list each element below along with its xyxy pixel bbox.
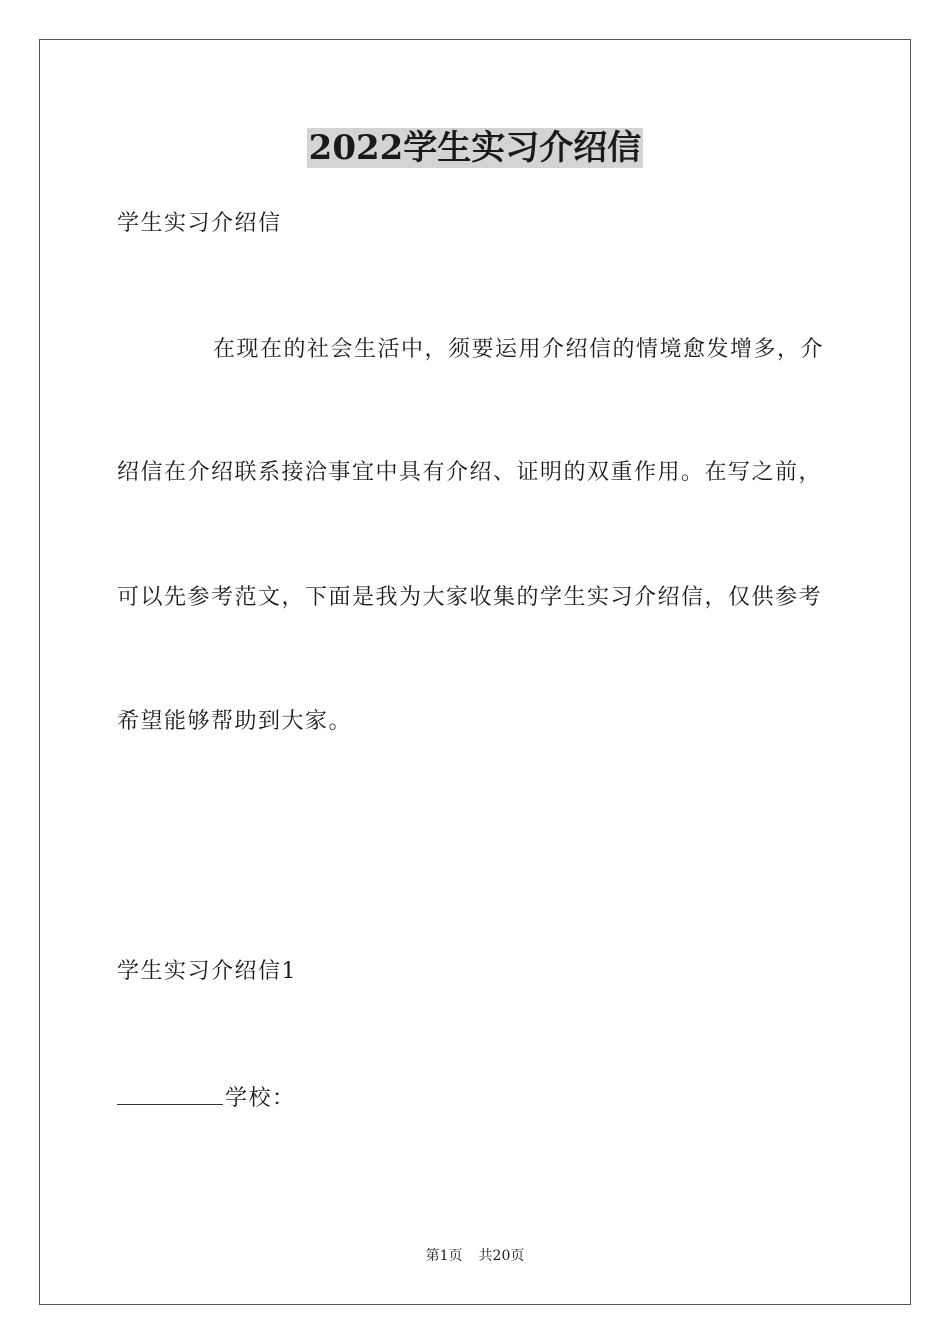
salutation-suffix: 学校： [225, 1086, 296, 1111]
page-number: 第1页 [425, 1248, 463, 1264]
intro-line-2: 绍信在介绍联系接洽事宜中具有介绍、证明的双重作用。在写之前， [117, 460, 823, 485]
salutation-line [117, 1082, 296, 1114]
section-heading: 学生实习介绍信1 [117, 959, 297, 984]
intro-line-4: 希望能够帮助到大家。 [117, 709, 353, 734]
subtitle: 学生实习介绍信 [117, 211, 282, 236]
intro-line-1: 在现在的社会生活中，须要运用介绍信的情境愈发增多，介 [213, 337, 825, 362]
school-name-blank [117, 1082, 223, 1105]
document-title-text: 2022学生实习介绍信 [308, 128, 642, 168]
intro-line-3: 可以先参考范文，下面是我为大家收集的学生实习介绍信，仅供参考 [117, 585, 823, 610]
document-title [0, 126, 950, 170]
page-total: 共20页 [478, 1248, 525, 1264]
page-footer [0, 1246, 950, 1266]
